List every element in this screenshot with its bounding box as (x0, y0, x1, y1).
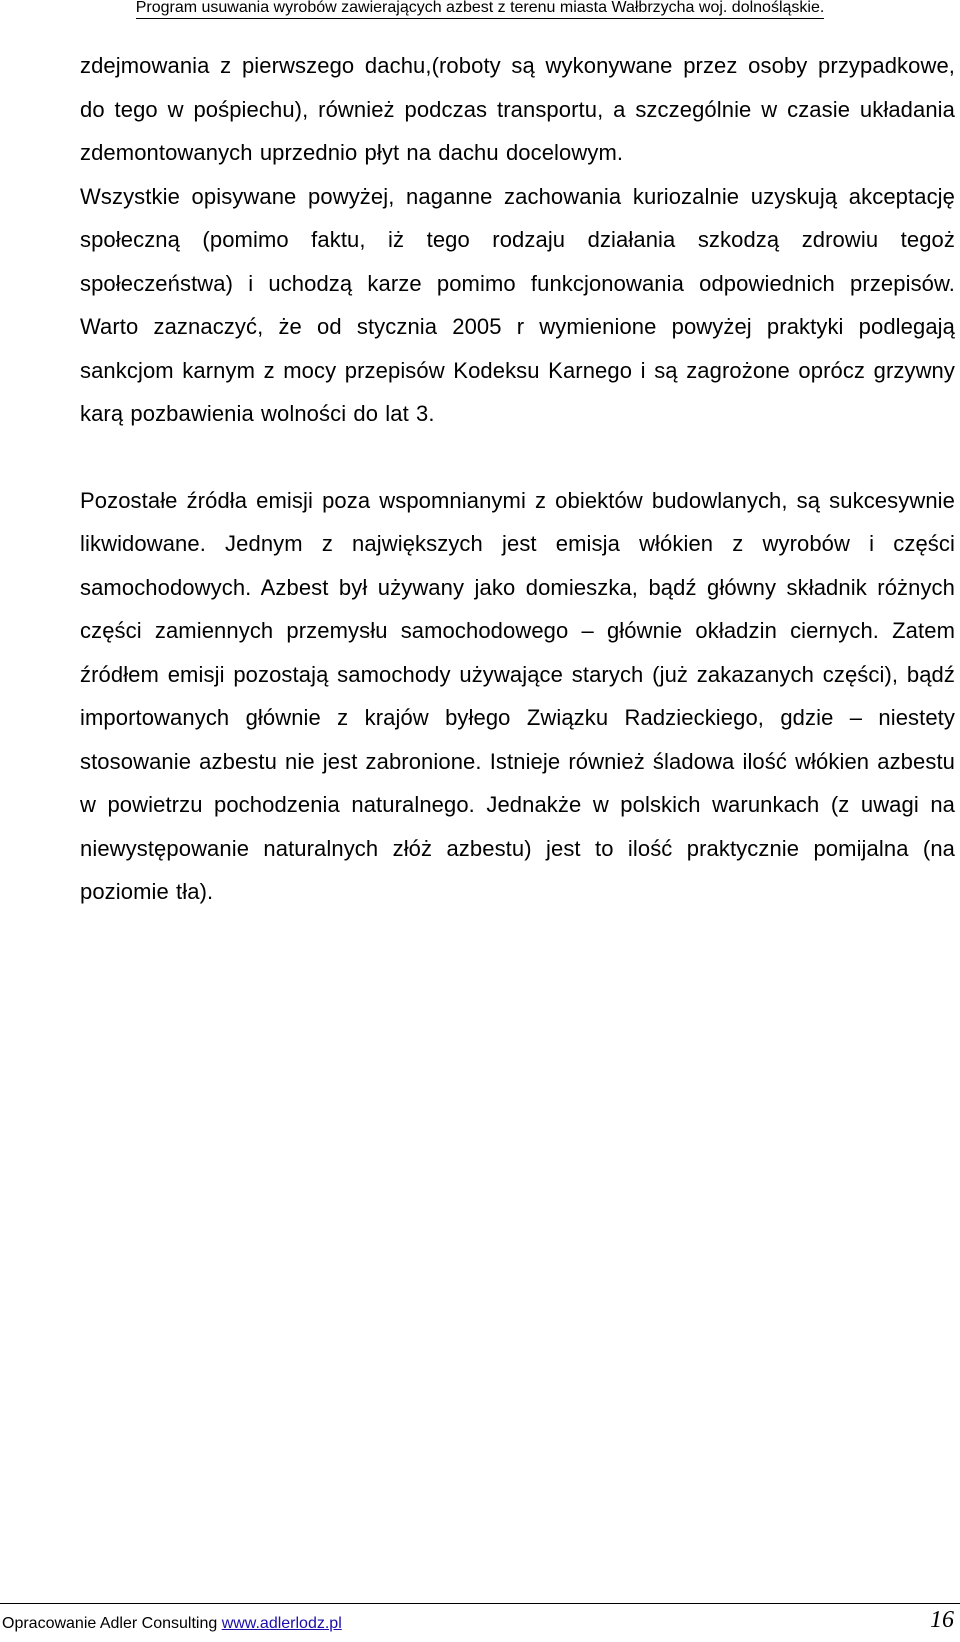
document-body (80, 44, 955, 914)
header-title: Program usuwania wyrobów zawierających azbest z terenu miasta Wałbrzycha woj. dolnośląskie. (136, 0, 825, 19)
footer-credit (2, 1616, 342, 1632)
footer-website-link[interactable]: www.adlerlodz.pl (221, 1615, 342, 1632)
page-number: 16 (930, 1607, 954, 1633)
paragraph-1: zdejmowania z pierwszego dachu,(roboty są wykonywane przez osoby przypadkowe, do tego w pośpiechu), również podczas transportu, a szczególnie w czasie układania zdemontowanych uprzednio płyt na dachu docelowym. (80, 53, 955, 165)
page-footer (0, 1603, 960, 1636)
page-header (0, 0, 960, 20)
paragraph-3: Pozostałe źródła emisji poza wspomnianymi z obiektów budowlanych, są sukcesywnie likwidowane. Jednym z największych jest emisja włókien z wyrobów i części samochodowych. Azbest był używany jako domieszka, bądź główny składnik różnych części zamiennych przemysłu samochodowego – głównie okładzin ciernych. Zatem źródłem emisji pozostają samochody używające starych (już zakazanych części), bądź importowanych głównie z krajów byłego Związku Radzieckiego, gdzie – niestety stosowanie azbestu nie jest zabronione. Istnieje również śladowa ilość włókien azbestu w powietrzu pochodzenia naturalnego. Jednakże w polskich warunkach (z uwagi na niewystępowanie naturalnych złóż azbestu) jest to ilość praktycznie pomijalna (na poziomie tła). (80, 487, 955, 904)
paragraph-2: Wszystkie opisywane powyżej, naganne zachowania kuriozalnie uzyskują akceptację społeczną (pomimo faktu, iż tego rodzaju działania szkodzą zdrowiu tegoż społeczeństwa) i uchodzą karze pomimo funkcjonowania odpowiednich przepisów. Warto zaznaczyć, że od stycznia 2005 r wymienione powyżej praktyki podlegają sankcjom karnym z mocy przepisów Kodeksu Karnego i są zagrożone oprócz grzywny karą pozbawienia wolności do lat 3. (80, 183, 955, 426)
footer-prefix: Opracowanie Adler Consulting (2, 1615, 222, 1632)
